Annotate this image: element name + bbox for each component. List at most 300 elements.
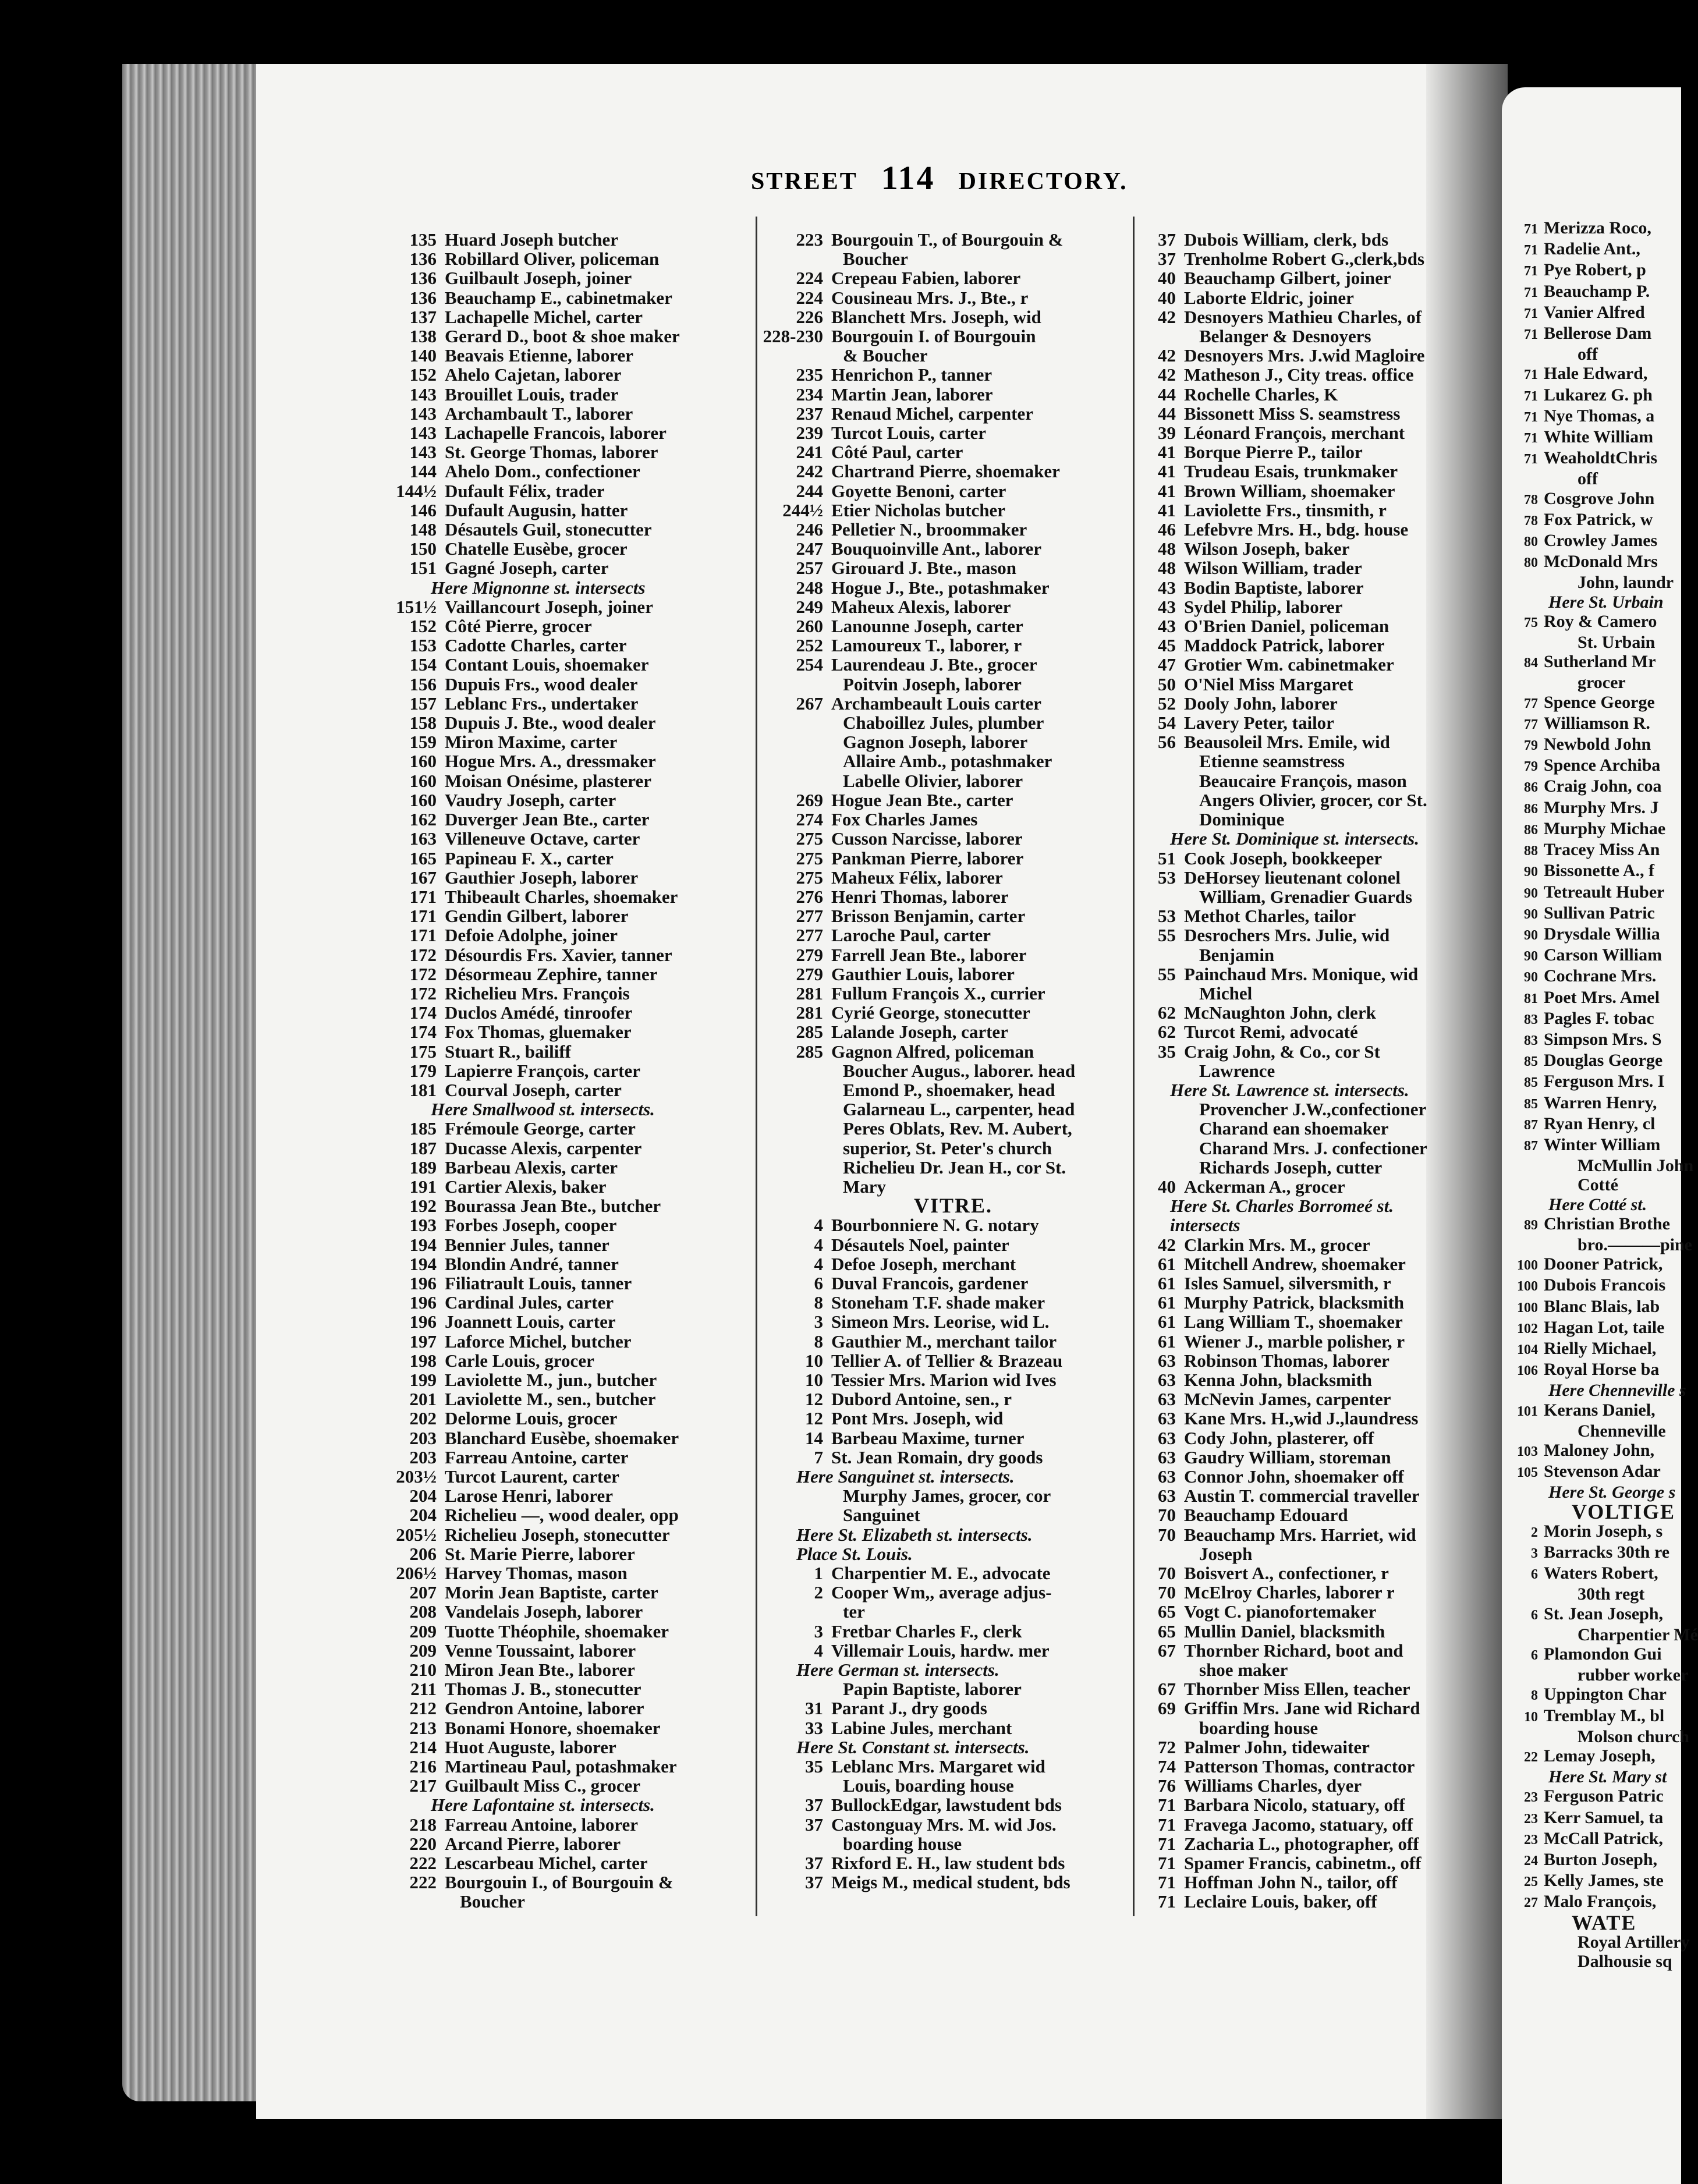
entry-text: Newbold John bbox=[1544, 735, 1651, 754]
directory-entry bbox=[1513, 1214, 1698, 1235]
street-number: 279 bbox=[796, 963, 823, 984]
entry-text: Dooner Patrick, bbox=[1544, 1254, 1663, 1274]
entry-text: Tracey Miss An bbox=[1544, 840, 1660, 860]
entry-text: St. George Thomas, laborer bbox=[445, 442, 658, 463]
entry-continuation: Angers Olivier, grocer, cor St. bbox=[1199, 789, 1427, 810]
street-number: 153 bbox=[409, 635, 437, 656]
street-heading: VOLTIGE bbox=[1572, 1499, 1676, 1523]
entry-text: Richelieu Joseph, stonecutter bbox=[445, 1524, 670, 1545]
street-number: 84 bbox=[1524, 655, 1538, 671]
entry-text: Winter William bbox=[1544, 1134, 1661, 1154]
directory-entry bbox=[1135, 732, 1427, 751]
street-number: 63 bbox=[1158, 1485, 1176, 1506]
street-number: 87 bbox=[1524, 1117, 1538, 1133]
street-number: 71 bbox=[1524, 452, 1538, 467]
street-number: 285 bbox=[796, 1041, 823, 1062]
directory-entry bbox=[1135, 1409, 1427, 1428]
directory-entry bbox=[761, 694, 1075, 713]
street-number: 285 bbox=[796, 1022, 823, 1043]
entry-text: Thomas J. B., stonecutter bbox=[445, 1679, 641, 1700]
directory-entry bbox=[1513, 406, 1698, 427]
directory-entry bbox=[1135, 1776, 1427, 1795]
street-number: 31 bbox=[805, 1698, 823, 1719]
entry-continuation: Cotté bbox=[1578, 1175, 1618, 1195]
street-number: 267 bbox=[796, 693, 823, 714]
street-intersection-note: intersects bbox=[1170, 1215, 1240, 1236]
directory-entry bbox=[396, 849, 680, 868]
entry-continuation: St. Urbain bbox=[1578, 633, 1656, 653]
directory-entry bbox=[1513, 840, 1698, 861]
entry-text: Kenna John, blacksmith bbox=[1184, 1369, 1373, 1390]
entry-text: Richelieu Mrs. François bbox=[445, 983, 630, 1004]
directory-entry bbox=[1135, 1563, 1427, 1583]
street-number: 71 bbox=[1524, 243, 1538, 258]
street-number: 135 bbox=[409, 229, 437, 250]
entry-continuation: Beaucaire François, mason bbox=[1199, 770, 1407, 791]
entry-text: Sutherland Mr bbox=[1544, 652, 1656, 672]
entry-text: Beausoleil Mrs. Emile, wid bbox=[1184, 732, 1390, 753]
entry-text: Farrell Jean Bte., laborer bbox=[831, 944, 1027, 965]
entry-text: Leblanc Mrs. Margaret wid bbox=[831, 1756, 1045, 1777]
entry-text: Blondin André, tanner bbox=[445, 1253, 619, 1274]
street-number: 37 bbox=[805, 1853, 823, 1874]
street-number: 77 bbox=[1524, 717, 1538, 732]
entry-text: Laviolette M., sen., butcher bbox=[445, 1389, 656, 1410]
directory-entry bbox=[761, 1254, 1075, 1274]
street-number: 22 bbox=[1524, 1750, 1538, 1765]
entry-text: Duverger Jean Bte., carter bbox=[445, 809, 650, 830]
entry-text: Malo François, bbox=[1544, 1892, 1657, 1912]
entry-text: Austin T. commercial traveller bbox=[1184, 1485, 1420, 1506]
entry-text: Trenholme Robert G.,clerk,bds bbox=[1184, 249, 1425, 270]
entry-text: Castonguay Mrs. M. wid Jos. bbox=[831, 1814, 1057, 1835]
street-number: 136 bbox=[409, 268, 437, 289]
entry-continuation: Galarneau L., carpenter, head bbox=[843, 1099, 1075, 1120]
directory-column-3 bbox=[1135, 230, 1427, 1912]
street-number: 220 bbox=[409, 1833, 437, 1854]
entry-text: Courval Joseph, carter bbox=[445, 1079, 622, 1100]
directory-entry bbox=[761, 1370, 1075, 1389]
directory-entry bbox=[761, 636, 1075, 655]
directory-entry bbox=[1135, 1602, 1427, 1621]
entry-text: Vaillancourt Joseph, joiner bbox=[445, 596, 653, 617]
directory-entry bbox=[396, 1699, 680, 1718]
street-number: 35 bbox=[805, 1756, 823, 1777]
street-number: 80 bbox=[1524, 555, 1538, 571]
entry-continuation: Molson church bbox=[1578, 1726, 1689, 1746]
entry-text: Moisan Onésime, plasterer bbox=[445, 770, 652, 791]
directory-entry bbox=[761, 385, 1075, 404]
directory-entry bbox=[761, 965, 1075, 984]
entry-continuation: Joseph bbox=[1199, 1543, 1253, 1564]
entry-text: Labine Jules, merchant bbox=[831, 1717, 1012, 1738]
street-number: 37 bbox=[1158, 229, 1176, 250]
street-number: 246 bbox=[796, 519, 823, 540]
street-number: 86 bbox=[1524, 801, 1538, 817]
entry-text: Grotier Wm. cabinetmaker bbox=[1184, 654, 1394, 675]
directory-entry bbox=[1513, 260, 1698, 281]
street-number: 223 bbox=[796, 229, 823, 250]
street-number: 275 bbox=[796, 848, 823, 868]
street-number: 281 bbox=[796, 1002, 823, 1023]
entry-text: Mitchell Andrew, shoemaker bbox=[1184, 1253, 1406, 1274]
entry-text: Laviolette Frs., tinsmith, r bbox=[1184, 499, 1387, 520]
entry-text: Cody John, plasterer, off bbox=[1184, 1427, 1374, 1448]
entry-continuation: boarding house bbox=[843, 1833, 962, 1854]
street-number: 71 bbox=[1524, 409, 1538, 425]
entry-text: Sydel Philip, laborer bbox=[1184, 596, 1343, 617]
directory-entry bbox=[761, 1351, 1075, 1370]
entry-text: Blanchett Mrs. Joseph, wid bbox=[831, 306, 1041, 327]
street-number: 63 bbox=[1158, 1389, 1176, 1410]
entry-text: Papineau F. X., carter bbox=[445, 848, 614, 868]
directory-entry bbox=[396, 1409, 680, 1428]
entry-text: Etier Nicholas butcher bbox=[831, 499, 1006, 520]
directory-entry bbox=[761, 655, 1075, 674]
entry-text: Renaud Michel, carpenter bbox=[831, 403, 1033, 424]
entry-text: McNevin James, carpenter bbox=[1184, 1389, 1391, 1410]
directory-entry bbox=[1513, 1339, 1698, 1360]
street-number: 248 bbox=[796, 577, 823, 598]
street-number: 83 bbox=[1524, 1012, 1538, 1027]
entry-text: Roy & Camero bbox=[1544, 611, 1657, 631]
street-number: 171 bbox=[409, 886, 437, 907]
entry-text: McNaughton John, clerk bbox=[1184, 1002, 1376, 1023]
directory-entry bbox=[761, 462, 1075, 481]
directory-entry bbox=[1513, 552, 1698, 573]
entry-text: Delorme Louis, grocer bbox=[445, 1408, 618, 1429]
entry-continuation: John, laundr bbox=[1578, 573, 1674, 593]
directory-entry bbox=[1513, 1254, 1698, 1275]
entry-text: Frémoule George, carter bbox=[445, 1118, 636, 1139]
directory-entry bbox=[1135, 462, 1427, 481]
entry-continuation: Richards Joseph, cutter bbox=[1199, 1157, 1382, 1178]
directory-entry bbox=[396, 1486, 680, 1505]
entry-text: Waters Robert, bbox=[1544, 1563, 1658, 1583]
street-number: 222 bbox=[409, 1872, 437, 1893]
street-number: 63 bbox=[1158, 1369, 1176, 1390]
street-number: 44 bbox=[1158, 403, 1176, 424]
entry-continuation: Chenneville bbox=[1578, 1421, 1666, 1441]
directory-entry bbox=[1513, 882, 1698, 903]
street-number: 235 bbox=[796, 364, 823, 385]
street-number: 90 bbox=[1524, 906, 1538, 922]
entry-text: Carle Louis, grocer bbox=[445, 1350, 594, 1371]
street-number: 279 bbox=[796, 944, 823, 965]
entry-continuation: boarding house bbox=[1199, 1717, 1318, 1738]
street-number: 80 bbox=[1524, 534, 1538, 550]
street-number: 237 bbox=[796, 403, 823, 424]
entry-text: Tetreault Huber bbox=[1544, 882, 1665, 902]
directory-entry bbox=[396, 1389, 680, 1409]
entry-text: Lapierre François, carter bbox=[445, 1060, 640, 1081]
street-number: 204 bbox=[409, 1485, 437, 1506]
entry-continuation: Royal Artillery bbox=[1578, 1932, 1690, 1952]
street-number: 63 bbox=[1158, 1427, 1176, 1448]
entry-continuation: Chaboillez Jules, plumber bbox=[843, 712, 1044, 733]
directory-entry bbox=[1135, 1641, 1427, 1660]
street-number: 151½ bbox=[396, 596, 437, 617]
directory-entry bbox=[396, 597, 680, 616]
street-number: 72 bbox=[1158, 1736, 1176, 1757]
directory-entry bbox=[1135, 230, 1427, 249]
street-number: 4 bbox=[814, 1215, 823, 1236]
directory-entry bbox=[761, 501, 1075, 520]
directory-entry bbox=[1135, 1042, 1427, 1061]
street-number: 4 bbox=[814, 1234, 823, 1255]
street-number: 163 bbox=[409, 828, 437, 849]
street-number: 244 bbox=[796, 480, 823, 501]
entry-text: Ryan Henry, cl bbox=[1544, 1114, 1656, 1133]
directory-entry bbox=[396, 249, 680, 268]
directory-entry bbox=[396, 346, 680, 365]
directory-entry bbox=[761, 520, 1075, 539]
directory-entry bbox=[396, 1641, 680, 1660]
street-number: 53 bbox=[1158, 867, 1176, 888]
street-number: 25 bbox=[1524, 1874, 1538, 1890]
directory-entry bbox=[761, 365, 1075, 384]
street-intersection-note: Here St. Urbain bbox=[1548, 592, 1664, 612]
street-number: 160 bbox=[409, 789, 437, 810]
street-number: 239 bbox=[796, 423, 823, 444]
street-number: 42 bbox=[1158, 1234, 1176, 1255]
directory-entry bbox=[761, 984, 1075, 1003]
directory-entry bbox=[1513, 693, 1698, 714]
directory-entry bbox=[761, 1563, 1075, 1583]
entry-text: Methot Charles, tailor bbox=[1184, 906, 1356, 927]
entry-text: Stuart R., bailiff bbox=[445, 1041, 571, 1062]
entry-text: Lanounne Joseph, carter bbox=[831, 616, 1023, 637]
entry-text: Cadotte Charles, carter bbox=[445, 635, 627, 656]
street-number: 160 bbox=[409, 751, 437, 772]
entry-continuation: Murphy James, grocer, cor bbox=[843, 1485, 1051, 1506]
street-number: 198 bbox=[409, 1350, 437, 1371]
directory-entry bbox=[1135, 1815, 1427, 1834]
entry-text: McDonald Mrs bbox=[1544, 552, 1658, 572]
street-number: 46 bbox=[1158, 519, 1176, 540]
street-number: 175 bbox=[409, 1041, 437, 1062]
entry-text: Lalande Joseph, carter bbox=[831, 1022, 1008, 1043]
entry-text: Robinson Thomas, laborer bbox=[1184, 1350, 1389, 1371]
street-number: 143 bbox=[409, 442, 437, 463]
entry-continuation: Belanger & Desnoyers bbox=[1199, 326, 1371, 347]
directory-entry bbox=[761, 1699, 1075, 1718]
directory-entry bbox=[1135, 616, 1427, 636]
directory-entry bbox=[1135, 1892, 1427, 1911]
street-number: 222 bbox=[409, 1853, 437, 1874]
entry-text: Hogue Mrs. A., dressmaker bbox=[445, 751, 656, 772]
entry-continuation: Louis, boarding house bbox=[843, 1775, 1014, 1796]
entry-continuation: Boucher bbox=[460, 1891, 525, 1912]
directory-entry bbox=[761, 1003, 1075, 1022]
directory-entry bbox=[1513, 777, 1698, 797]
entry-text: Thornber Richard, boot and bbox=[1184, 1640, 1403, 1661]
entry-text: Archambeault Louis carter bbox=[831, 693, 1042, 714]
directory-entry bbox=[761, 1757, 1075, 1776]
entry-text: Drysdale Willia bbox=[1544, 924, 1660, 944]
directory-entry bbox=[1135, 268, 1427, 288]
entry-text: Chatelle Eusèbe, grocer bbox=[445, 538, 628, 559]
directory-entry bbox=[396, 462, 680, 481]
street-number: 61 bbox=[1158, 1253, 1176, 1274]
street-number: 254 bbox=[796, 654, 823, 675]
header-right: DIRECTORY. bbox=[958, 168, 1128, 195]
directory-entry bbox=[1135, 1525, 1427, 1544]
entry-text: Martineau Paul, potashmaker bbox=[445, 1756, 677, 1777]
entry-text: Beauchamp Mrs. Harriet, wid bbox=[1184, 1524, 1416, 1545]
directory-entry bbox=[1513, 1135, 1698, 1156]
street-number: 224 bbox=[796, 268, 823, 289]
entry-text: Brouillet Louis, trader bbox=[445, 384, 619, 405]
street-number: 172 bbox=[409, 963, 437, 984]
directory-entry bbox=[1513, 1808, 1698, 1829]
entry-text: Cochrane Mrs. bbox=[1544, 966, 1657, 986]
entry-text: Cook Joseph, bookkeeper bbox=[1184, 848, 1382, 868]
street-number: 6 bbox=[1531, 1607, 1538, 1623]
entry-text: Villeneuve Octave, carter bbox=[445, 828, 640, 849]
entry-continuation: Lawrence bbox=[1199, 1060, 1275, 1081]
street-intersection-note: Here St. Constant st. intersects. bbox=[796, 1736, 1030, 1757]
entry-continuation: Emond P., shoemaker, head bbox=[843, 1079, 1055, 1100]
entry-text: Plamondon Gui bbox=[1544, 1644, 1662, 1664]
street-number: 10 bbox=[805, 1369, 823, 1390]
street-number: 61 bbox=[1158, 1331, 1176, 1352]
street-number: 4 bbox=[814, 1640, 823, 1661]
street-number: 86 bbox=[1524, 780, 1538, 796]
entry-text: Hogue J., Bte., potashmaker bbox=[831, 577, 1050, 598]
entry-text: Thibeault Charles, shoemaker bbox=[445, 886, 678, 907]
directory-entry bbox=[761, 268, 1075, 288]
street-number: 70 bbox=[1158, 1524, 1176, 1545]
street-number: 39 bbox=[1158, 423, 1176, 444]
directory-entry bbox=[396, 1583, 680, 1602]
entry-text: Larose Henri, laborer bbox=[445, 1485, 614, 1506]
street-number: 6 bbox=[1531, 1648, 1538, 1664]
directory-entry bbox=[396, 1834, 680, 1853]
directory-entry bbox=[1513, 714, 1698, 735]
entry-text: Laviolette M., jun., butcher bbox=[445, 1369, 657, 1390]
entry-text: Fretbar Charles F., clerk bbox=[831, 1621, 1022, 1641]
street-number: 104 bbox=[1517, 1342, 1538, 1357]
entry-text: Hagan Lot, taile bbox=[1544, 1317, 1665, 1337]
street-number: 152 bbox=[409, 364, 437, 385]
street-number: 70 bbox=[1158, 1582, 1176, 1603]
entry-text: Desrochers Mrs. Julie, wid bbox=[1184, 925, 1390, 946]
street-number: 171 bbox=[409, 925, 437, 946]
entry-text: St. Jean Romain, dry goods bbox=[831, 1446, 1043, 1467]
directory-entry bbox=[1135, 385, 1427, 404]
entry-text: Harvey Thomas, mason bbox=[445, 1563, 628, 1584]
entry-text: Côté Paul, carter bbox=[831, 442, 963, 463]
directory-entry bbox=[1513, 819, 1698, 840]
directory-entry bbox=[1513, 1462, 1698, 1483]
entry-text: Bellerose Dam bbox=[1544, 324, 1652, 343]
entry-continuation: Poitvin Joseph, laborer bbox=[843, 673, 1022, 694]
directory-entry bbox=[396, 1718, 680, 1738]
street-number: 3 bbox=[814, 1621, 823, 1641]
entry-text: WeaholdtChris bbox=[1544, 448, 1658, 468]
directory-entry bbox=[761, 906, 1075, 926]
entry-text: Ahelo Dom., confectioner bbox=[445, 461, 640, 482]
entry-text: Ferguson Patric bbox=[1544, 1786, 1664, 1806]
entry-text: Bourgouin I. of Bourgouin bbox=[831, 326, 1036, 347]
entry-text: Tessier Mrs. Marion wid Ives bbox=[831, 1369, 1057, 1390]
entry-text: Spence George bbox=[1544, 692, 1655, 712]
directory-entry bbox=[1513, 1563, 1698, 1584]
street-number: 75 bbox=[1524, 615, 1538, 630]
directory-entry bbox=[396, 1235, 680, 1254]
street-number: 209 bbox=[409, 1640, 437, 1661]
entry-continuation: off bbox=[1578, 469, 1598, 489]
street-number: 71 bbox=[1524, 306, 1538, 321]
entry-text: Simpson Mrs. S bbox=[1544, 1029, 1662, 1049]
directory-entry bbox=[396, 1853, 680, 1873]
entry-text: Léonard François, merchant bbox=[1184, 423, 1405, 444]
street-number: 41 bbox=[1158, 461, 1176, 482]
directory-column-facing bbox=[1513, 218, 1698, 1971]
entry-text: Dubois Francois bbox=[1544, 1275, 1666, 1295]
directory-entry bbox=[761, 558, 1075, 577]
street-number: 6 bbox=[814, 1272, 823, 1293]
street-number: 174 bbox=[409, 1002, 437, 1023]
street-number: 196 bbox=[409, 1311, 437, 1332]
entry-text: Fox Charles James bbox=[831, 809, 978, 830]
entry-text: Dooly John, laborer bbox=[1184, 693, 1338, 714]
street-number: 3 bbox=[814, 1311, 823, 1332]
street-number: 10 bbox=[1524, 1709, 1538, 1725]
entry-text: Gauthier Joseph, laborer bbox=[445, 867, 639, 888]
directory-entry bbox=[761, 1641, 1075, 1660]
directory-entry bbox=[761, 288, 1075, 307]
street-number: 106 bbox=[1517, 1363, 1538, 1379]
directory-entry bbox=[1513, 303, 1698, 324]
directory-entry bbox=[396, 906, 680, 926]
directory-entry bbox=[1135, 597, 1427, 616]
street-number: 76 bbox=[1158, 1775, 1176, 1796]
entry-text: Désautels Noel, painter bbox=[831, 1234, 1009, 1255]
street-number: 276 bbox=[796, 886, 823, 907]
directory-entry bbox=[1135, 1312, 1427, 1331]
entry-text: Blanchard Eusèbe, shoemaker bbox=[445, 1427, 679, 1448]
entry-text: Boisvert A., confectioner, r bbox=[1184, 1563, 1389, 1584]
directory-entry bbox=[396, 1119, 680, 1138]
directory-entry bbox=[396, 1525, 680, 1544]
directory-entry bbox=[761, 442, 1075, 462]
entry-text: Huot Auguste, laborer bbox=[445, 1736, 616, 1757]
entry-text: Côté Pierre, grocer bbox=[445, 616, 592, 637]
street-number: 103 bbox=[1517, 1444, 1538, 1459]
entry-continuation: Provencher J.W.,confectioner bbox=[1199, 1099, 1427, 1120]
entry-text: Ferguson Mrs. I bbox=[1544, 1072, 1665, 1091]
entry-text: Lavery Peter, tailor bbox=[1184, 712, 1334, 733]
street-intersection-note: Here Smallwood st. intersects. bbox=[431, 1099, 655, 1120]
street-number: 143 bbox=[409, 423, 437, 444]
street-number: 140 bbox=[409, 345, 437, 366]
street-number: 62 bbox=[1158, 1002, 1176, 1023]
directory-entry bbox=[396, 965, 680, 984]
entry-text: Painchaud Mrs. Monique, wid bbox=[1184, 963, 1419, 984]
directory-entry bbox=[761, 945, 1075, 965]
directory-entry bbox=[1513, 1114, 1698, 1135]
directory-entry bbox=[396, 1815, 680, 1834]
directory-entry bbox=[761, 404, 1075, 423]
directory-entry bbox=[1135, 636, 1427, 655]
street-number: 275 bbox=[796, 828, 823, 849]
entry-text: Uppington Char bbox=[1544, 1685, 1667, 1704]
street-intersection-note: Place St. Louis. bbox=[796, 1543, 913, 1564]
entry-text: Gagnon Alfred, policeman bbox=[831, 1041, 1034, 1062]
street-number: 148 bbox=[409, 519, 437, 540]
